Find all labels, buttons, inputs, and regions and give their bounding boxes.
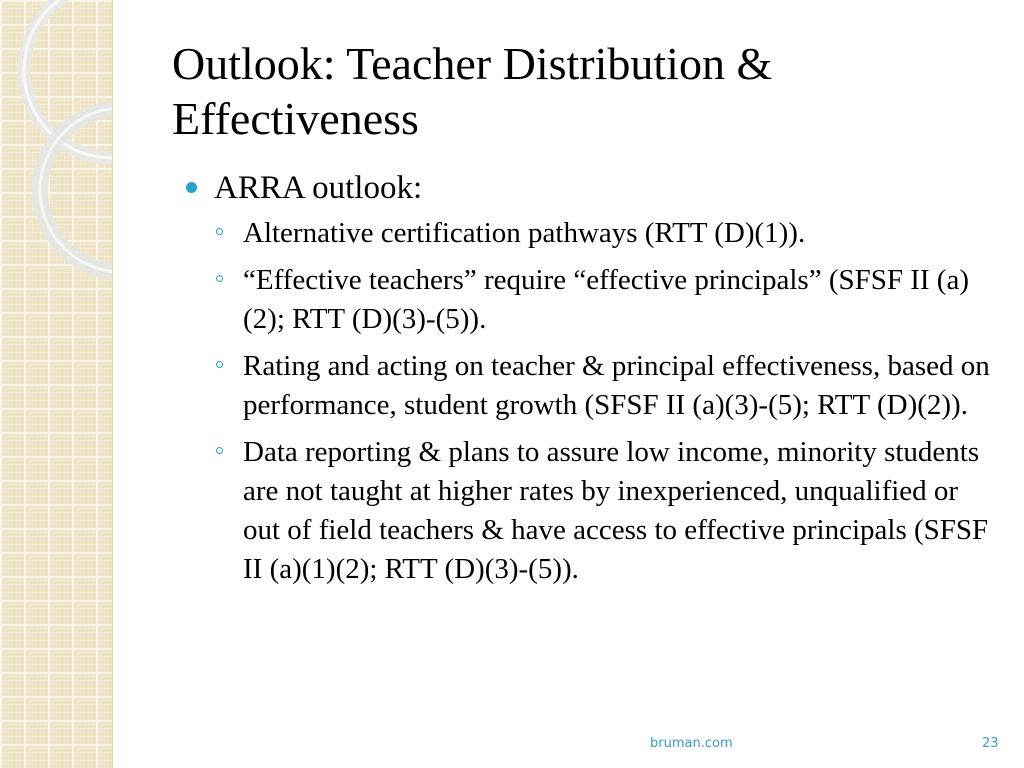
sub-bullet-text: Rating and acting on teacher & principal effectiveness, based on performance, student growth (SFSF II (a)(3)-(5); RTT (D)(2)).	[243, 350, 990, 421]
main-bullet	[186, 168, 996, 208]
page-number: 23	[982, 736, 999, 751]
sub-bullet	[186, 214, 996, 253]
sub-bullet-text: Data reporting & plans to assure low income, minority students are not taught at higher rates by inexperienced, unqualified or out of field teachers & have access to effective principals (SFSF II (a)(1)(2); RTT (D)(3)-(5)).	[243, 436, 989, 585]
ring-bullet-icon	[216, 447, 223, 454]
slide-title: Outlook: Teacher Distribution & Effectiveness	[172, 38, 773, 144]
sub-bullet-text: “Effective teachers” require “effective principals” (SFSF II (a)(2); RTT (D)(3)-(5)).	[243, 264, 969, 335]
sub-bullet	[186, 433, 996, 589]
decorative-rings-graphic	[0, 0, 112, 768]
ring-bullet-icon	[216, 275, 223, 282]
sub-bullet	[186, 261, 996, 339]
main-bullet-text: ARRA outlook:	[214, 170, 423, 206]
sub-bullet-list	[186, 214, 996, 589]
footer-source: bruman.com	[650, 736, 733, 751]
sub-bullet	[186, 347, 996, 425]
ring-bullet-icon	[216, 228, 223, 235]
sub-bullet-text: Alternative certification pathways (RTT (D)(1)).	[243, 217, 806, 249]
slide-content	[186, 168, 996, 597]
ring-bullet-icon	[216, 361, 223, 368]
filled-bullet-icon	[186, 182, 197, 193]
decorative-side-band	[0, 0, 113, 768]
